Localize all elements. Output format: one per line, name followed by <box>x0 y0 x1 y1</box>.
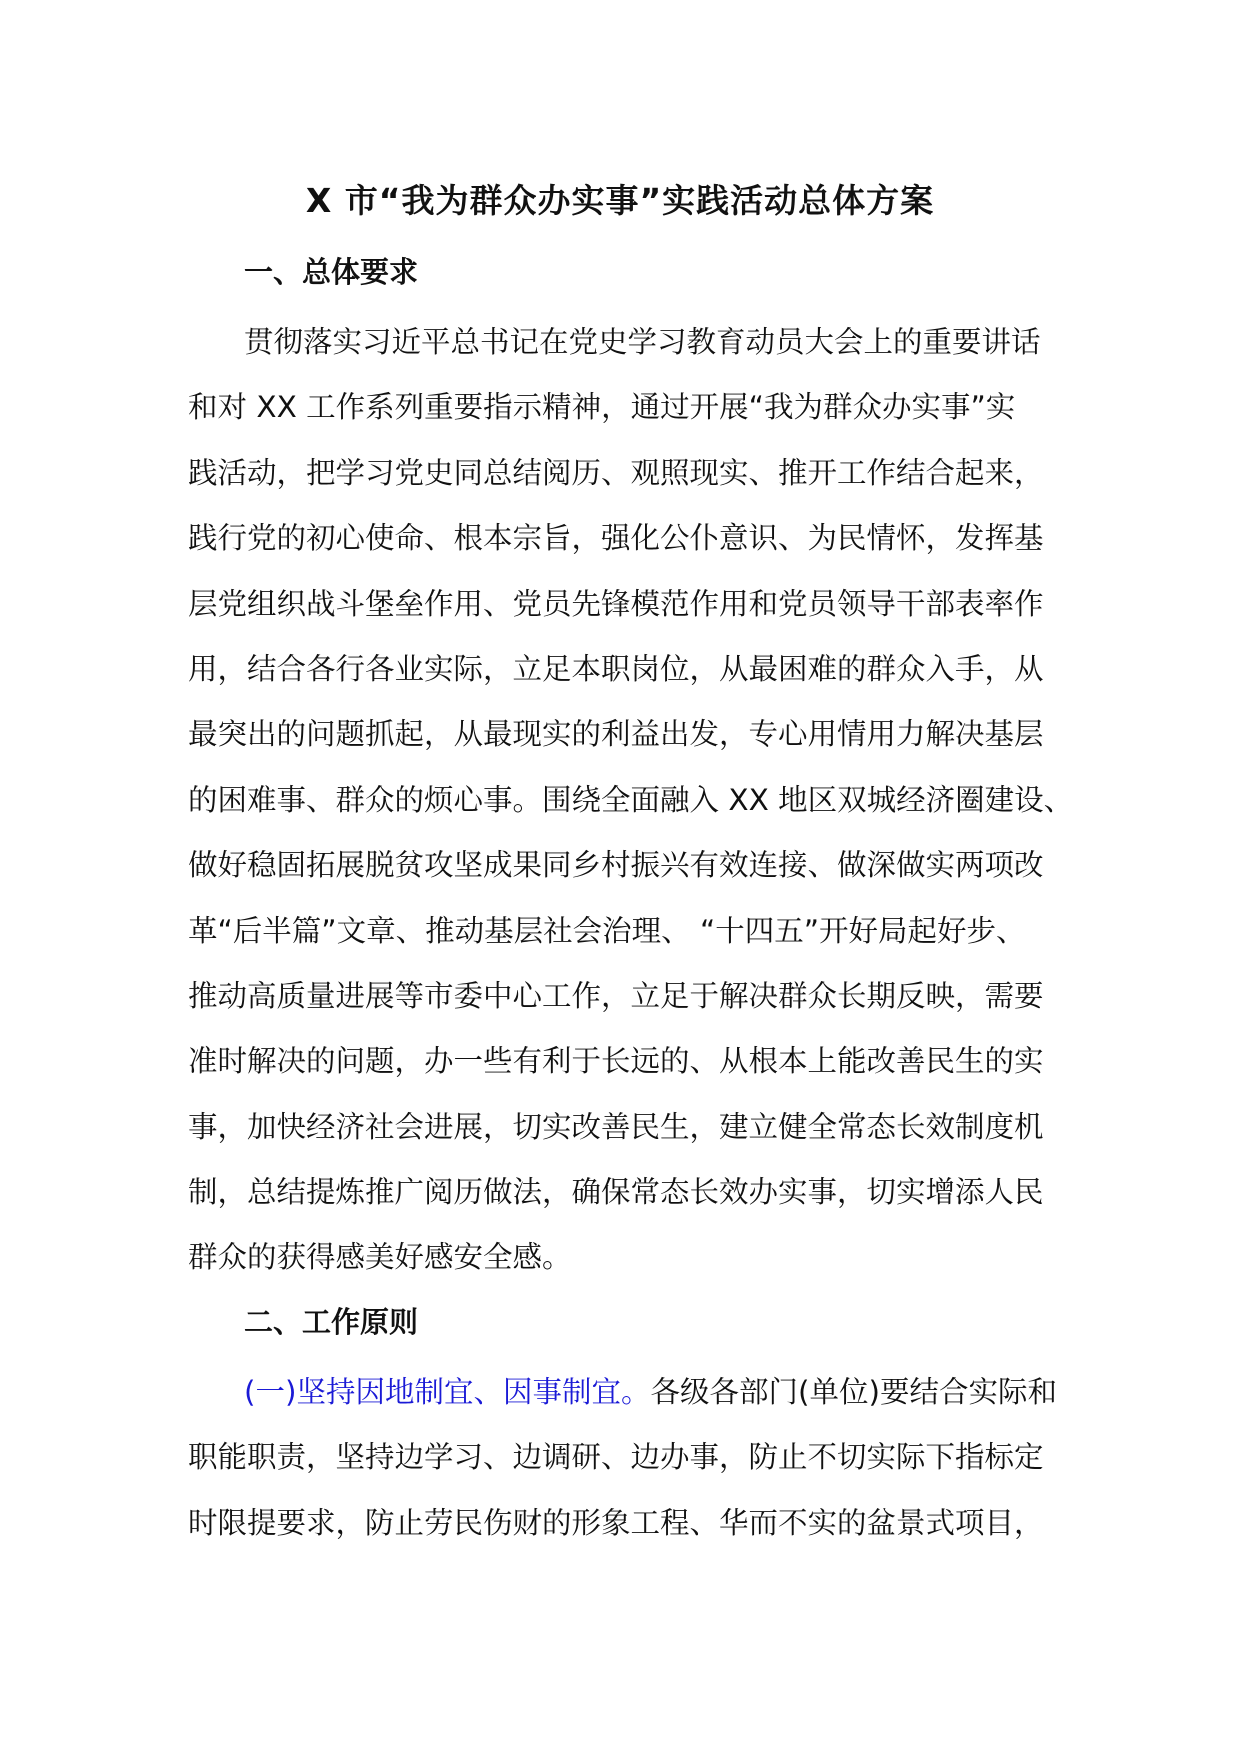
paragraph-line: 制，总结提炼推广阅历做法，确保常态长效办实事，切实增添人民 <box>188 1175 1044 1210</box>
paragraph-line: 践行党的初心使命、根本宗旨，强化公仆意识、为民情怀，发挥基 <box>188 521 1044 556</box>
paragraph-first-line <box>188 1360 1068 1425</box>
section-heading-overall-requirements: 一、总体要求 <box>244 255 419 289</box>
paragraph-line: 贯彻落实习近平总书记在党史学习教育动员大会上的重要讲话 <box>244 325 1041 359</box>
paragraph-line: 最突出的问题抓起，从最现实的利益出发，专心用情用力解决基层 <box>188 717 1044 752</box>
paragraph-line: 践活动，把学习党史同总结阅历、观照现实、推开工作结合起来， <box>188 455 1044 490</box>
paragraph-line: 时限提要求，防止劳民伤财的形象工程、华而不实的盆景式项目， <box>188 1505 1044 1540</box>
paragraph-overall-requirements <box>188 310 1074 1291</box>
paragraph-line: 职能职责，坚持边学习、边调研、边办事，防止不切实际下指标定 <box>188 1440 1044 1475</box>
paragraph-line: 群众的获得感美好感安全感。 <box>188 1240 572 1275</box>
section-heading-working-principles: 二、工作原则 <box>244 1305 419 1339</box>
principle-subheading: (一)坚持因地制宜、因事制宜。 <box>244 1375 651 1409</box>
paragraph-line: 和对 XX 工作系列重要指示精神，通过开展“我为群众办实事”实 <box>188 390 1016 425</box>
paragraph-line: 事，加快经济社会进展，切实改善民生，建立健全常态长效制度机 <box>188 1109 1044 1144</box>
paragraph-line: 革“后半篇”文章、推动基层社会治理、 “十四五”开好局起好步、 <box>188 913 1026 948</box>
paragraph-line: 准时解决的问题，办一些有利于长远的、从根本上能改善民生的实 <box>188 1044 1044 1079</box>
paragraph-line-text: 各级各部门(单位)要结合实际和 <box>650 1375 1058 1409</box>
paragraph-line: 的困难事、群众的烦心事。围绕全面融入 XX 地区双城经济圈建设、 <box>188 782 1074 817</box>
paragraph-line: 做好稳固拓展脱贫攻坚成果同乡村振兴有效连接、做深做实两项改 <box>188 848 1044 883</box>
paragraph-working-principles <box>188 1360 1068 1556</box>
paragraph-line: 用，结合各行各业实际，立足本职岗位，从最困难的群众入手，从 <box>188 651 1044 686</box>
document-title: X 市“我为群众办实事”实践活动总体方案 <box>305 181 935 220</box>
paragraph-line: 推动高质量进展等市委中心工作，立足于解决群众长期反映，需要 <box>188 978 1044 1013</box>
paragraph-line: 层党组织战斗堡垒作用、党员先锋模范作用和党员领导干部表率作 <box>188 586 1044 621</box>
